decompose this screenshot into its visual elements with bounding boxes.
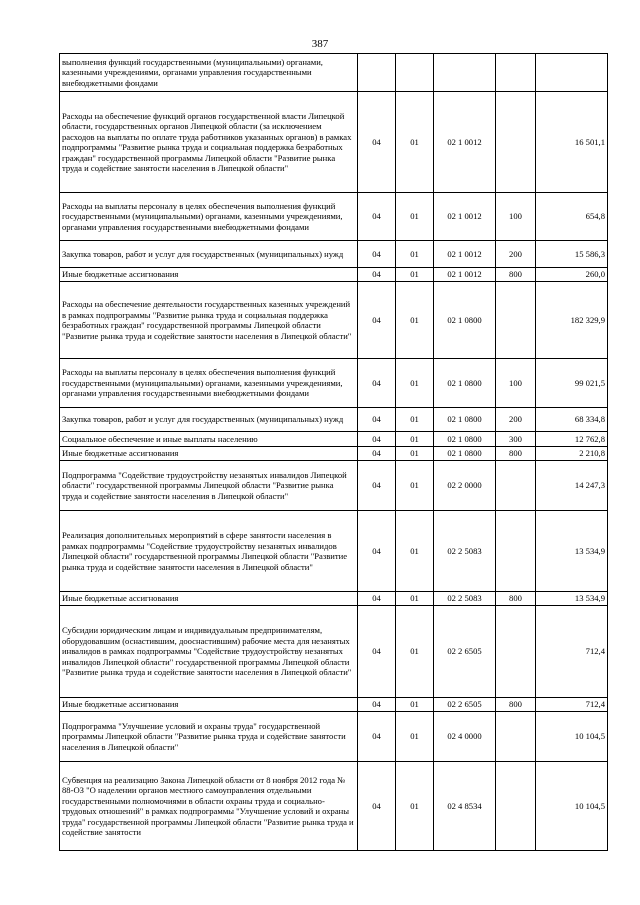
row-sum: 712,4 bbox=[536, 698, 608, 712]
row-name: Реализация дополнительных мероприятий в сфере занятости населения в рамках подпрограммы "Содействие трудоустройству незанятых инвалидов Липецкой области" государственной программы Липецкой области "Развитие рынка труда и содействие занятости населения в Липецкой области" bbox=[60, 511, 358, 592]
row-sum: 13 534,9 bbox=[536, 511, 608, 592]
row-sum: 99 021,5 bbox=[536, 359, 608, 408]
row-name: Субвенция на реализацию Закона Липецкой области от 8 ноября 2012 года № 88-ОЗ "О наделении органов местного самоуправления отдельными государственными полномочиями в области охраны труда и социально-трудовых отношений" в рамках подпрограммы "Улучшение условий и охраны труда" государственной программы Липецкой области "Развитие рынка труда и содействие занятости bbox=[60, 762, 358, 851]
row-target-article: 02 4 8534 bbox=[434, 762, 496, 851]
row-sum: 68 334,8 bbox=[536, 408, 608, 432]
row-section: 04 bbox=[358, 447, 396, 461]
row-expense-type bbox=[496, 54, 536, 92]
table-row bbox=[60, 92, 608, 193]
row-expense-type: 800 bbox=[496, 447, 536, 461]
row-section: 04 bbox=[358, 592, 396, 606]
row-expense-type bbox=[496, 92, 536, 193]
row-name: Субсидии юридическим лицам и индивидуальным предпринимателям, оборудовавшим (оснастившим, дооснастившим) рабочие места для незанятых инвалидов в рамках подпрограммы "Содействие трудоустройству незанятых инвалидов Липецкой области" государственной программы Липецкой области "Развитие рынка труда и содействие занятости населения в Липецкой области" bbox=[60, 606, 358, 698]
row-target-article: 02 1 0012 bbox=[434, 193, 496, 241]
row-sum: 712,4 bbox=[536, 606, 608, 698]
row-expense-type: 300 bbox=[496, 432, 536, 447]
row-subsection: 01 bbox=[396, 511, 434, 592]
row-subsection: 01 bbox=[396, 282, 434, 359]
table-row bbox=[60, 511, 608, 592]
row-target-article: 02 2 5083 bbox=[434, 592, 496, 606]
row-section: 04 bbox=[358, 92, 396, 193]
row-target-article: 02 2 5083 bbox=[434, 511, 496, 592]
table-row bbox=[60, 762, 608, 851]
table-row bbox=[60, 698, 608, 712]
table-row bbox=[60, 359, 608, 408]
row-target-article: 02 1 0012 bbox=[434, 241, 496, 268]
row-name: Иные бюджетные ассигнования bbox=[60, 698, 358, 712]
row-target-article: 02 2 6505 bbox=[434, 606, 496, 698]
row-target-article: 02 1 0012 bbox=[434, 92, 496, 193]
row-subsection: 01 bbox=[396, 447, 434, 461]
row-name: Иные бюджетные ассигнования bbox=[60, 592, 358, 606]
row-section: 04 bbox=[358, 408, 396, 432]
table-row bbox=[60, 592, 608, 606]
row-section: 04 bbox=[358, 511, 396, 592]
row-name: Расходы на выплаты персоналу в целях обеспечения выполнения функций государственными (муниципальными) органами, казенными учреждениями, органами управления государственными внебюджетными фондами bbox=[60, 193, 358, 241]
row-target-article: 02 1 0800 bbox=[434, 359, 496, 408]
table-row bbox=[60, 241, 608, 268]
row-sum: 2 210,8 bbox=[536, 447, 608, 461]
row-expense-type: 200 bbox=[496, 241, 536, 268]
row-subsection: 01 bbox=[396, 432, 434, 447]
row-expense-type bbox=[496, 282, 536, 359]
row-expense-type: 200 bbox=[496, 408, 536, 432]
table-row bbox=[60, 432, 608, 447]
table-row bbox=[60, 447, 608, 461]
row-target-article: 02 2 0000 bbox=[434, 461, 496, 511]
row-name: выполнения функций государственными (муниципальными) органами, казенными учреждениями, органами управления государственными внебюджетными фондами bbox=[60, 54, 358, 92]
table-row bbox=[60, 712, 608, 762]
row-sum: 13 534,9 bbox=[536, 592, 608, 606]
table-row bbox=[60, 408, 608, 432]
row-section bbox=[358, 54, 396, 92]
row-name: Подпрограмма "Содействие трудоустройству незанятых инвалидов Липецкой области" государственной программы Липецкой области "Развитие рынка труда и содействие занятости населения в Липецкой области" bbox=[60, 461, 358, 511]
row-expense-type: 100 bbox=[496, 359, 536, 408]
row-expense-type bbox=[496, 511, 536, 592]
row-subsection: 01 bbox=[396, 712, 434, 762]
row-name: Подпрограмма "Улучшение условий и охраны труда" государственной программы Липецкой области "Развитие рынка труда и содействие занятости населения в Липецкой области" bbox=[60, 712, 358, 762]
row-section: 04 bbox=[358, 193, 396, 241]
row-subsection: 01 bbox=[396, 606, 434, 698]
row-sum: 10 104,5 bbox=[536, 712, 608, 762]
row-section: 04 bbox=[358, 606, 396, 698]
row-subsection: 01 bbox=[396, 592, 434, 606]
row-subsection: 01 bbox=[396, 268, 434, 282]
row-sum: 182 329,9 bbox=[536, 282, 608, 359]
row-expense-type bbox=[496, 461, 536, 511]
row-subsection: 01 bbox=[396, 241, 434, 268]
table-row bbox=[60, 606, 608, 698]
row-name: Расходы на выплаты персоналу в целях обеспечения выполнения функций государственными (муниципальными) органами, казенными учреждениями, органами управления государственными внебюджетными фондами bbox=[60, 359, 358, 408]
row-subsection: 01 bbox=[396, 92, 434, 193]
row-sum: 14 247,3 bbox=[536, 461, 608, 511]
table-row bbox=[60, 193, 608, 241]
row-expense-type: 800 bbox=[496, 592, 536, 606]
row-expense-type: 800 bbox=[496, 698, 536, 712]
row-sum: 260,0 bbox=[536, 268, 608, 282]
row-subsection: 01 bbox=[396, 762, 434, 851]
row-name: Иные бюджетные ассигнования bbox=[60, 268, 358, 282]
row-target-article: 02 2 6505 bbox=[434, 698, 496, 712]
row-sum: 16 501,1 bbox=[536, 92, 608, 193]
row-sum: 12 762,8 bbox=[536, 432, 608, 447]
row-section: 04 bbox=[358, 461, 396, 511]
row-name: Расходы на обеспечение функций органов государственной власти Липецкой области, государственных органов Липецкой области (за исключением расходов на выплаты по оплате труда работников указанных органов) в рамках подпрограммы "Развитие рынка труда и социальная поддержка безработных граждан" государственной программы Липецкой области "Развитие рынка труда и содействие занятости населения в Липецкой области" bbox=[60, 92, 358, 193]
budget-table bbox=[59, 53, 608, 851]
row-subsection: 01 bbox=[396, 698, 434, 712]
row-name: Иные бюджетные ассигнования bbox=[60, 447, 358, 461]
row-subsection bbox=[396, 54, 434, 92]
row-section: 04 bbox=[358, 359, 396, 408]
row-expense-type bbox=[496, 762, 536, 851]
row-sum: 15 586,3 bbox=[536, 241, 608, 268]
row-target-article: 02 1 0800 bbox=[434, 447, 496, 461]
row-section: 04 bbox=[358, 698, 396, 712]
row-expense-type bbox=[496, 606, 536, 698]
row-target-article: 02 1 0800 bbox=[434, 432, 496, 447]
row-expense-type: 100 bbox=[496, 193, 536, 241]
row-sum bbox=[536, 54, 608, 92]
table-row bbox=[60, 54, 608, 92]
row-subsection: 01 bbox=[396, 461, 434, 511]
row-target-article: 02 1 0800 bbox=[434, 408, 496, 432]
row-sum: 654,8 bbox=[536, 193, 608, 241]
row-expense-type bbox=[496, 712, 536, 762]
table-row bbox=[60, 282, 608, 359]
row-section: 04 bbox=[358, 268, 396, 282]
row-target-article: 02 4 0000 bbox=[434, 712, 496, 762]
row-section: 04 bbox=[358, 712, 396, 762]
row-sum: 10 104,5 bbox=[536, 762, 608, 851]
table-row bbox=[60, 268, 608, 282]
row-section: 04 bbox=[358, 282, 396, 359]
row-name: Социальное обеспечение и иные выплаты населению bbox=[60, 432, 358, 447]
row-subsection: 01 bbox=[396, 408, 434, 432]
page-number: 387 bbox=[311, 38, 329, 50]
row-target-article: 02 1 0012 bbox=[434, 268, 496, 282]
row-target-article: 02 1 0800 bbox=[434, 282, 496, 359]
row-name: Расходы на обеспечение деятельности государственных казенных учреждений в рамках подпрограммы "Развитие рынка труда и социальная поддержка безработных граждан" государственной программы Липецкой области "Развитие рынка труда и содействие занятости населения в Липецкой области" bbox=[60, 282, 358, 359]
row-name: Закупка товаров, работ и услуг для государственных (муниципальных) нужд bbox=[60, 408, 358, 432]
row-target-article bbox=[434, 54, 496, 92]
table-row bbox=[60, 461, 608, 511]
row-section: 04 bbox=[358, 432, 396, 447]
row-subsection: 01 bbox=[396, 193, 434, 241]
budget-table-body bbox=[60, 54, 608, 851]
row-section: 04 bbox=[358, 762, 396, 851]
row-section: 04 bbox=[358, 241, 396, 268]
row-name: Закупка товаров, работ и услуг для государственных (муниципальных) нужд bbox=[60, 241, 358, 268]
row-expense-type: 800 bbox=[496, 268, 536, 282]
row-subsection: 01 bbox=[396, 359, 434, 408]
